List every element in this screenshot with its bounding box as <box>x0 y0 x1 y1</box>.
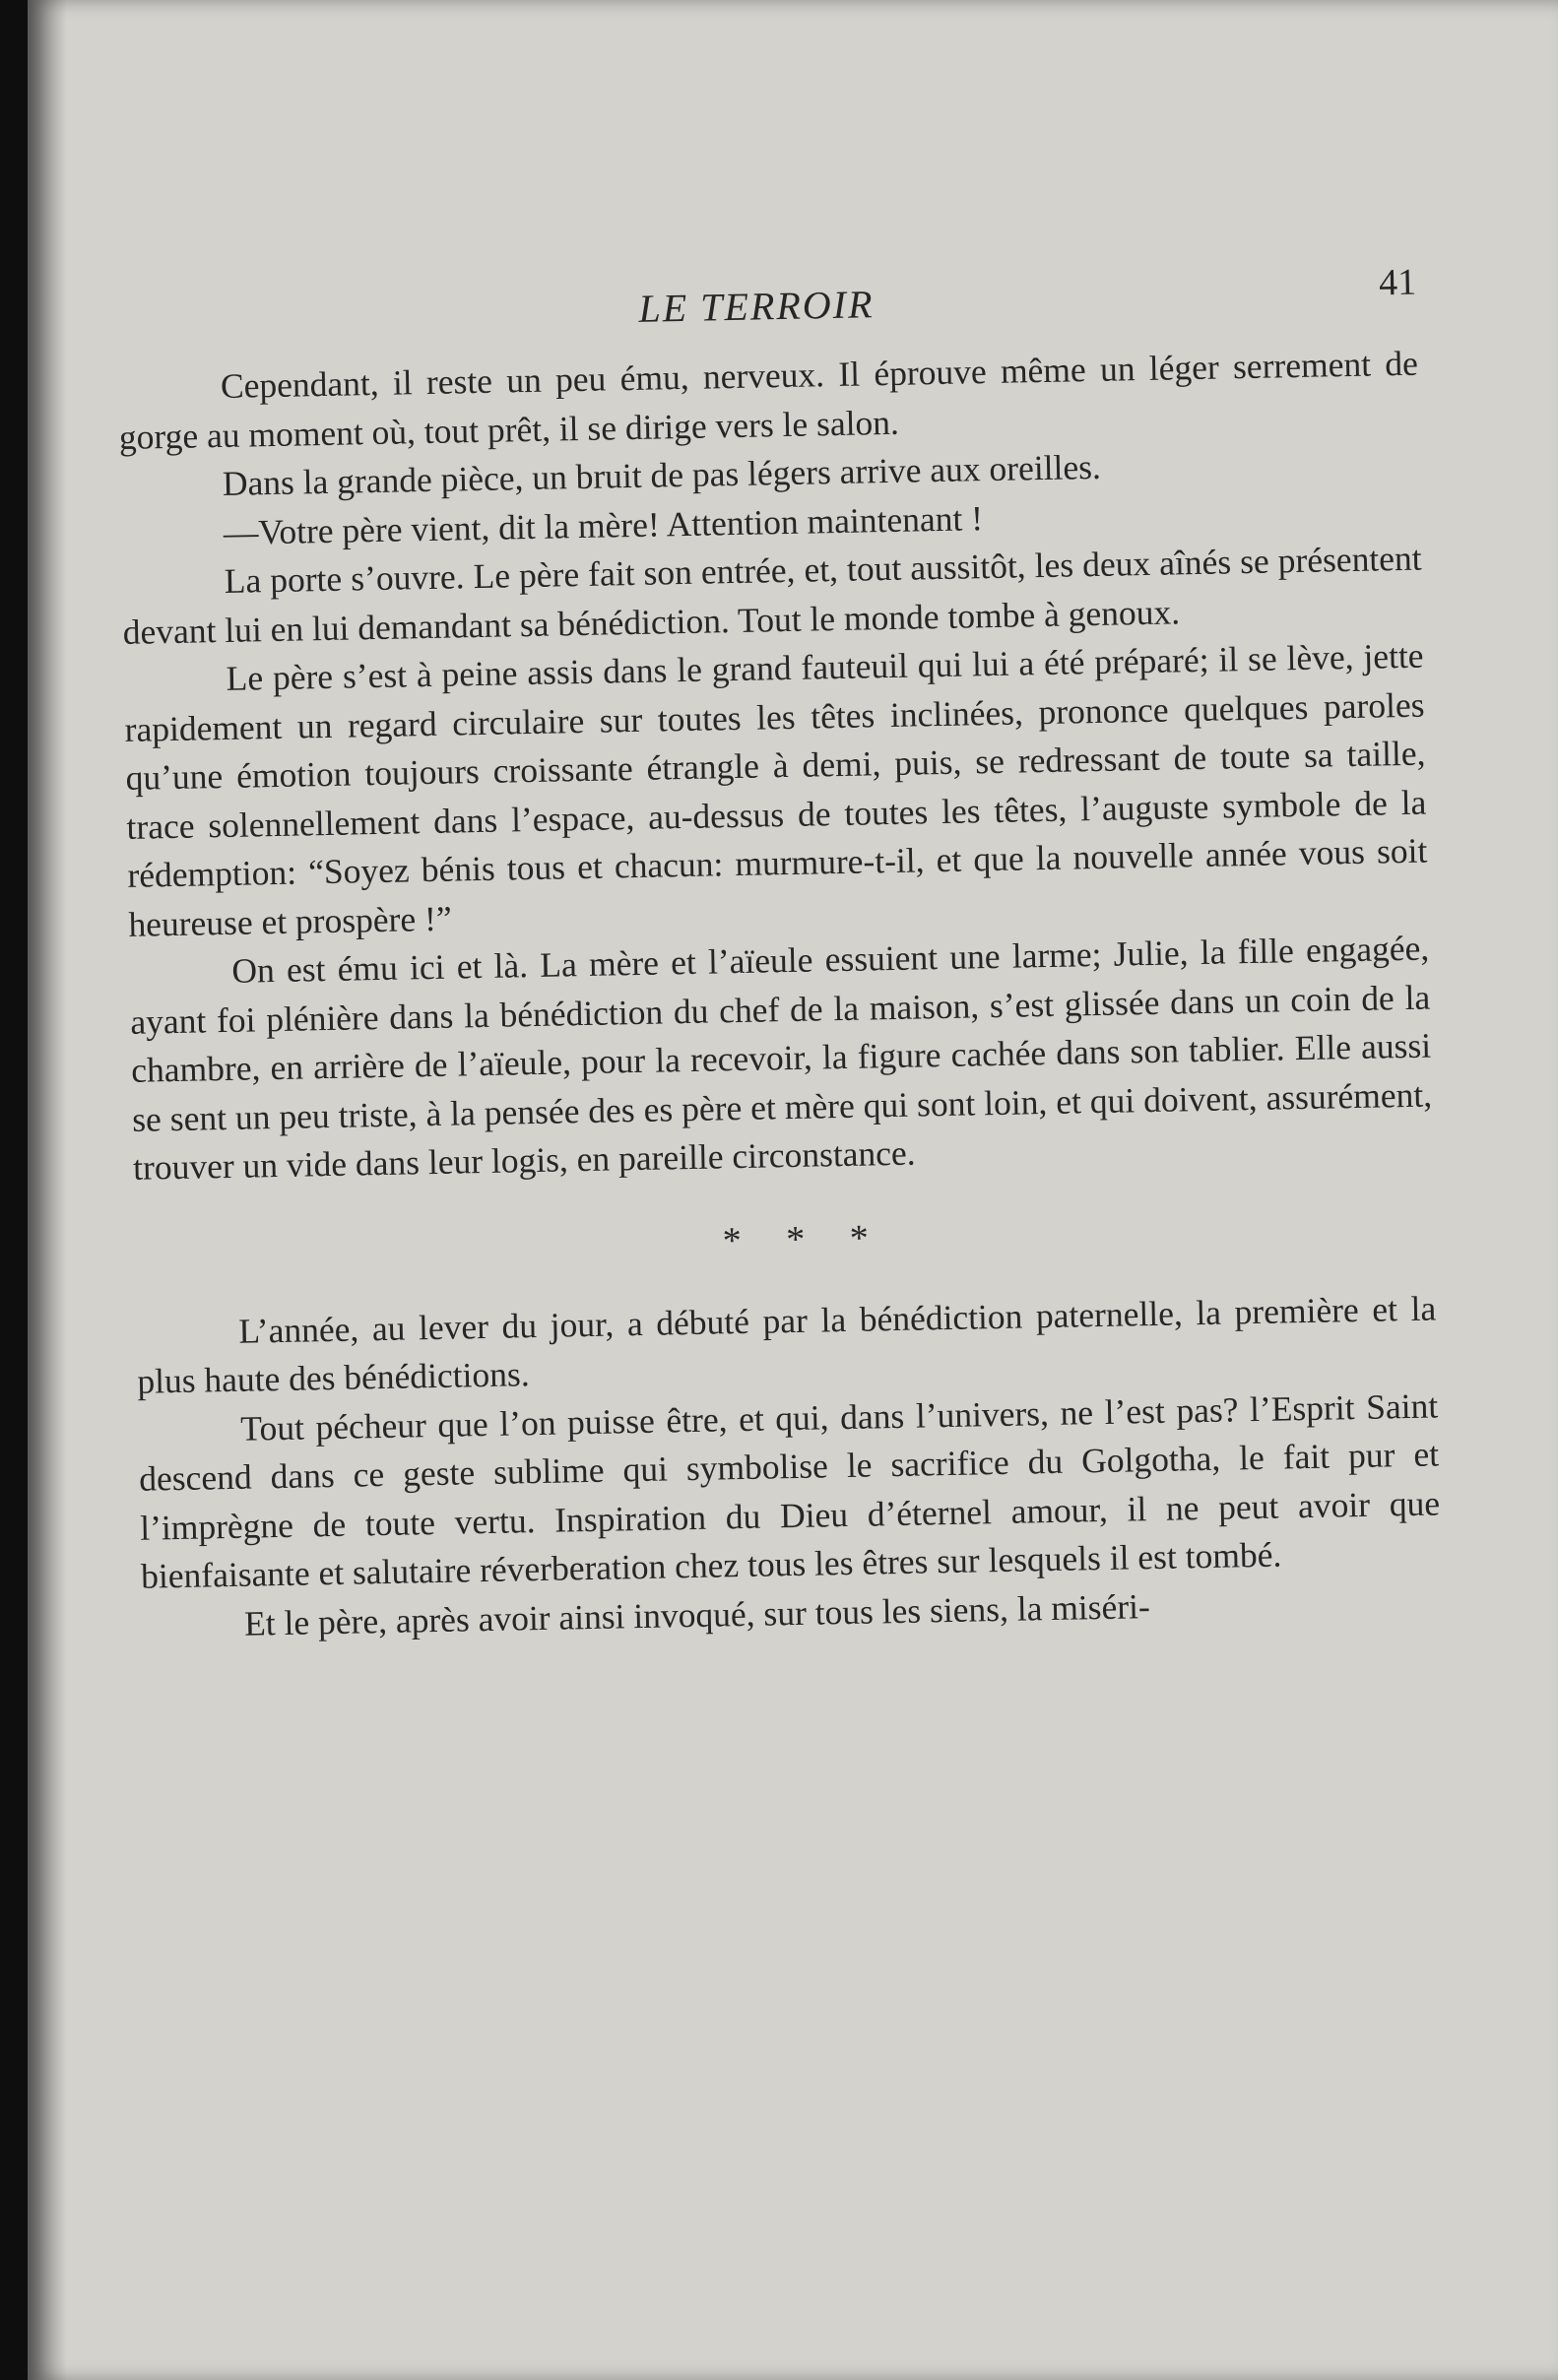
paragraph: L’année, au lever du jour, a débuté par la bénédiction paternelle, la première et la plus haute des bénédictions. <box>136 1287 1437 1401</box>
text-block <box>116 261 1442 1650</box>
book-page <box>28 0 1558 2380</box>
gutter-shadow <box>28 0 67 2380</box>
paragraph: Cependant, il reste un peu ému, nerveux. Il éprouve même un léger serrement de gorge au moment où, tout prêt, il se dirige vers le salon. <box>118 343 1419 457</box>
paragraph: La porte s’ouvre. Le père fait son entrée, et, tout aussitôt, les deux aînés se présentent devant lui en lui demandant sa bénédiction. Tout le monde tombe à genoux. <box>122 538 1422 652</box>
paragraph: —Votre père vient, dit la mère! Attention maintenant ! <box>223 497 984 552</box>
paragraph: Dans la grande pièce, un bruit de pas légers arrive aux oreilles. <box>222 446 1102 503</box>
page-number: 41 <box>1378 261 1417 304</box>
section-break-asterisks: * * * <box>722 1216 887 1261</box>
paragraph: On est ému ici et là. La mère et l’aïeule essuient une larme; Julie, la fille engagée, ayant foi plénière dans la bénédiction du chef de la maison, s’est glissée dans un coin de la chambre, en arrière de l’aïeule, pour la recevoir, la figure cachée dans son tablier. Elle aussi se sent un peu triste, à la pensée des es père et mère qui sont loin, et qui doivent, assurément, trouver un vide dans leur logis, en pareille circonstance. <box>129 928 1433 1188</box>
paragraph: Et le père, après avoir ainsi invoqué, sur tous les siens, la miséri- <box>243 1585 1151 1643</box>
paragraph: Le père s’est à peine assis dans le grand fauteuil qui lui a été préparé; il se lève, jette rapidement un regard circulaire sur toutes les têtes inclinées, prononce quelques paroles qu’une émotion toujours croissante étrangle à demi, puis, se redressant de toute sa taille, trace solennellement dans l’espace, au-dessus de toutes les têtes, l’auguste symbole de la rédemption: “Soyez bénis tous et chacun: murmure-t-il, et que la nouvelle année vous soit heureuse et prospère !” <box>124 635 1428 944</box>
running-title: LE TERROIR <box>638 282 875 331</box>
paragraph: Tout pécheur que l’on puisse être, et qui, dans l’univers, ne l’est pas? l’Esprit Saint descend dans ce geste sublime qui symbolise le sacrifice du Golgotha, le fait pur et l’imprègne de toute vertu. Inspiration du Dieu d’éternel amour, il ne peut avoir que bienfaisante et salutaire réverberation chez tous les êtres sur lesquels il est tombé. <box>138 1384 1441 1596</box>
